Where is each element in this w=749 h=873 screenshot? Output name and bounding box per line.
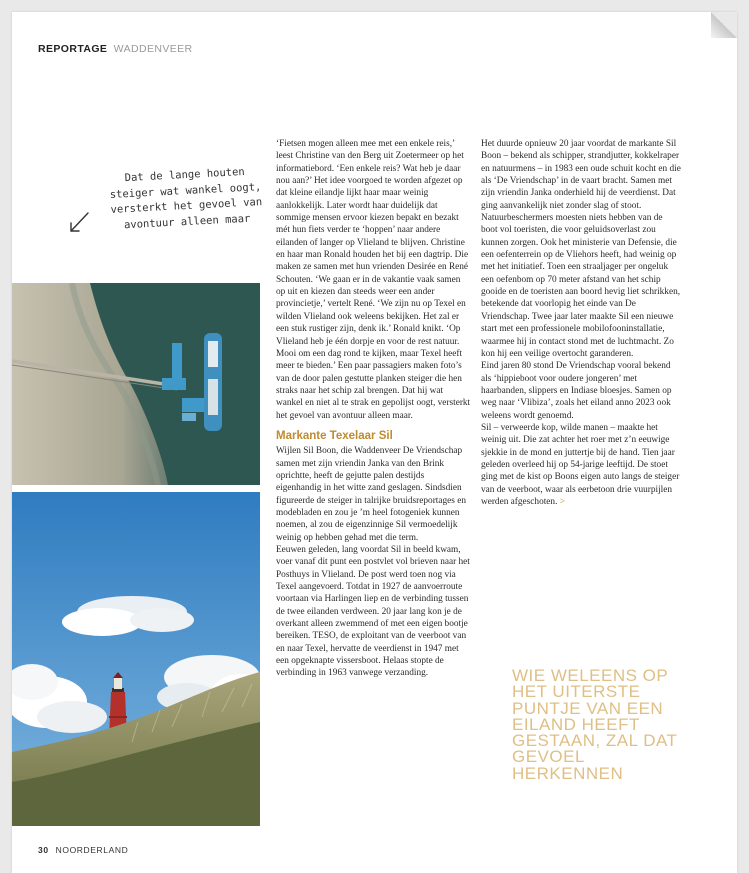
magazine-page	[12, 12, 737, 873]
page-footer	[38, 845, 128, 855]
header-kicker: REPORTAGE	[38, 43, 108, 55]
article-column-2	[481, 138, 681, 508]
page-header	[38, 43, 193, 55]
article-paragraph-text: Sil – verweerde kop, wilde manen – maakte het weinig uit. Die zat achter het roer met z’n eeuwige sjekkie in de mond en juttertje bij de hand. Tien jaar geleden overleed hij op 54-jarige leeftijd. De stoet ging met de kist op Boons eigen auto langs de steiger van de veerboot, waar als eerbetoon drie vuurpijlen werden afgeschoten.	[481, 422, 680, 507]
article-paragraph: Het duurde opnieuw 20 jaar voordat de markante Sil Boon – bekend als schipper, strandjutter, kokkelraper en natuurmens – in 1983 een oude schuit kocht en die als ‘De Vriendschap’ in de vaart bracht. Samen met zijn vriendin Janka onderhield hij de veerdienst. Dat ging aanvankelijk niet zonder slag of stoot. Natuurbeschermers moesten niets hebben van de boot vol toeristen, die voor geluidsoverlast zou kunnen zorgen. Ook het ministerie van Defensie, die een oefenterrein op de Vliehors heeft, had weinig op met het initiatief. Toen een straaljager per ongeluk een oefenbom op 70 meter afstand van het schip gooide en de toeristen aan boord hevig liet schrikken, betekende dat voorlopig het einde van De Vriendschap. Twee jaar later maakte Sil een nieuwe start met een professionele mobilofooninstallatie, waarmee hij in contact stond met de luchtmacht. Zo kon hij een veilige overtocht garanderen.	[481, 139, 681, 359]
arrow-icon	[66, 210, 92, 236]
handwritten-quote: Dat de lange houten steiger wat wankel oogt, versterkt het gevoel van avontuur alleen maar	[109, 165, 263, 231]
header-section: WADDENVEER	[113, 43, 193, 55]
pull-quote: WIE WELEENS OP HET UITERSTE PUNTJE VAN EEN EILAND HEEFT GESTAAN, ZAL DAT GEVOEL HERKENNEN	[512, 666, 678, 783]
article-paragraph: Eind jaren 80 stond De Vriendschap vooral bekend als ‘hippieboot voor oudere jongeren’ met haarbanden, slippers en Indiase bloesjes. Samen op weg naar ‘Vlibiza’, zoals het eiland anno 2023 ook weleens wordt genoemd.	[481, 361, 672, 421]
magazine-name: NOORDERLAND	[55, 845, 129, 855]
article-column-1	[276, 138, 471, 680]
photo-aerial-jetty	[12, 283, 260, 485]
continue-marker: >	[559, 496, 565, 507]
article-paragraph: Wijlen Sil Boon, die Waddenveer De Vriendschap samen met zijn vriendin Janka van den Brink oprichtte, heeft de gejutte palen destijds eigenhandig in het witte zand geslagen. Sindsdien figureerde de steiger in talrijke bruidsreportages en modebladen en zou je ’m heel fotogeniek kunnen noemen, al zou de eigenzinnige Sil vermoedelijk weinig op hebben gehad met die term.	[276, 446, 466, 543]
article-paragraph: ‘Fietsen mogen alleen mee met een enkele reis,’ leest Christine van den Berg uit Zoetermeer op het informatiebord. ‘Een enkele reis? Wat heb je daar nou aan?’ Het idee voorgoed te worden afgezet op dat kleine eilandje lijkt haar maar weinig aanlokkelijk. Later wordt haar duidelijk dat sommige mensen ervoor kiezen bepakt en bezakt mét hun fiets verder te ‘hoppen’ naar andere eilanden of langer op Vlieland te blijven. Christine en haar man Ronald houden het bij een dagtrip. Die maken ze samen met hun vrienden Desirée en René Schouten. ‘We gaan er in de vakantie vaak samen op uit en kiezen dan steeds weer een ander provincietje,’ vertelt René. ‘We zijn nu op Texel en wilden Vlieland ook weleens bekijken. Het zal er een stuk rustiger zijn, denk ik.’ Ronald knikt. ‘Op Vlieland heb je één dorpje en voor de rest natuur. Mooi om een dag rond te kijken, maar Texel heeft meer te bieden.’ Een paar passagiers maken foto’s van de door palen gestutte planken steiger die hen straks naar het schip zal brengen. Dat hij wat wankel en niet al te strak en gepolijst oogt, versterkt het gevoel van avontuur alleen maar.	[276, 139, 471, 421]
article-paragraph: Eeuwen geleden, lang voordat Sil in beeld kwam, voer vanaf dit punt een postvlet vol brieven naar het Posthuys in Vlieland. De post werd toen nog via Texel aangevoerd. Totdat in 1927 de aanvoerroute voortaan via Harlingen liep en de verbinding tussen de twee eilanden verdween. 20 jaar lang kon je de overkant alleen zwemmend of met een eigen bootje bereiken. TESO, de exploitant van de veerboot van en naar Texel, hervatte de veerdienst in 1947 met een opgeknapte vissersboot. Helaas stopte de verbinding in 1963 vanwege verzanding.	[276, 545, 470, 679]
page-curl	[711, 12, 737, 38]
article-subhead: Markante Texelaar Sil	[276, 429, 393, 442]
photo-lighthouse-dunes	[12, 492, 260, 826]
article-paragraph	[481, 422, 681, 508]
page-number: 30	[38, 845, 49, 855]
